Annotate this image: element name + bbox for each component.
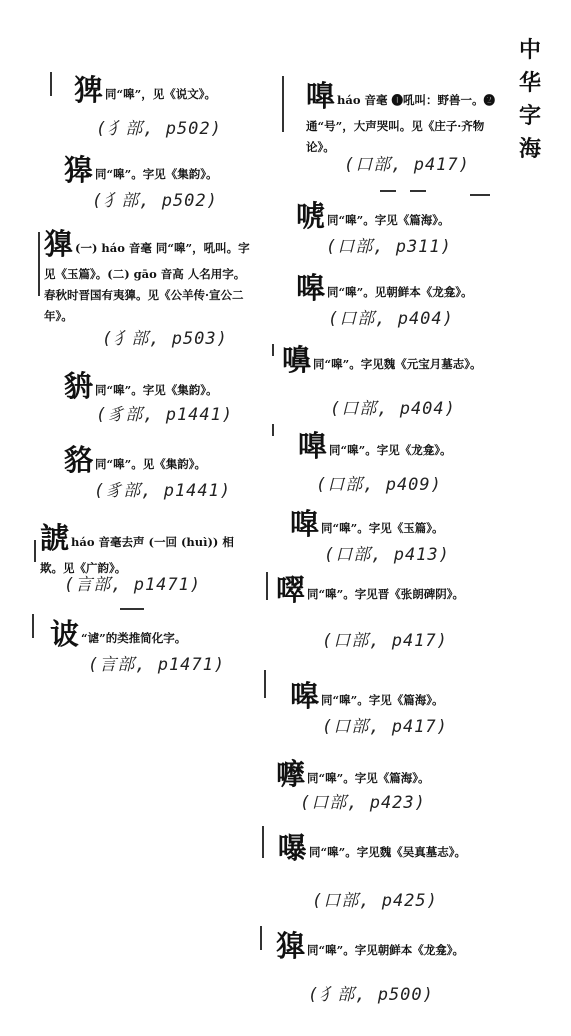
dictionary-entry — [50, 612, 250, 653]
title-char: 海 — [518, 136, 541, 162]
handwritten-note: (口部, p409) — [316, 475, 442, 495]
margin-bar — [34, 540, 36, 562]
definition: 同“嗥”。字见《篇海》。 — [321, 693, 444, 707]
headword: 嘷 — [306, 79, 336, 113]
definition: 同“嗥”。字见《集韵》。 — [95, 167, 218, 181]
definition: 同“嗥”。字见《集韵》。 — [95, 383, 218, 397]
headword: 嚗 — [278, 831, 308, 865]
handwritten-note: (犭部, p502) — [92, 191, 218, 211]
dictionary-entry — [74, 68, 254, 109]
margin-bar — [272, 424, 274, 436]
definition: 同“嗥”。字见朝鲜本《龙龛》。 — [307, 943, 464, 957]
handwritten-note: (口部, p417) — [322, 717, 448, 737]
definition: 同“嗥”。字见《龙龛》。 — [329, 443, 452, 457]
dictionary-entry — [44, 222, 254, 326]
definition: 同“嗥”。字见魏《元宝月墓志》。 — [313, 357, 482, 371]
headword: 諕 — [40, 521, 70, 555]
handwritten-note: (言部, p1471) — [64, 575, 202, 595]
dictionary-entry — [64, 438, 254, 479]
handwritten-note: (口部, p425) — [312, 891, 438, 911]
definition: 同“嗥”。字见《篇海》。 — [307, 771, 430, 785]
title-char: 华 — [518, 70, 541, 96]
handwritten-note: (豸部, p1441) — [96, 405, 234, 425]
headword: 噿 — [276, 573, 306, 607]
headword: 猈 — [74, 73, 104, 107]
handwritten-note: (言部, p1471) — [88, 655, 226, 675]
headword: 嚤 — [276, 757, 306, 791]
title-char: 中 — [518, 37, 541, 63]
margin-bar — [264, 670, 266, 698]
headword: 嗥 — [290, 679, 320, 713]
headword: 獔 — [276, 929, 306, 963]
handwritten-note: (口部, p417) — [322, 631, 448, 651]
headword: 貈 — [64, 369, 94, 403]
margin-bar — [32, 614, 34, 638]
headword: 诐 — [50, 617, 80, 651]
definition: 同“嗥”。字见《玉篇》。 — [321, 521, 444, 535]
handwritten-note: (口部, p417) — [344, 155, 470, 175]
handwritten-note: (豸部, p1441) — [94, 481, 232, 501]
definition: 同“嗥”。字见晋《张朗碑阴》。 — [307, 587, 464, 601]
margin-bar — [282, 76, 284, 132]
dictionary-entry — [306, 74, 502, 157]
margin-bar — [260, 926, 262, 950]
headword: 嘷 — [298, 429, 328, 463]
headword: 貉 — [64, 443, 94, 477]
dictionary-entry — [40, 516, 254, 578]
headword: 噑 — [290, 507, 320, 541]
headword: 唬 — [296, 199, 326, 233]
handwritten-note: (口部, p311) — [326, 237, 452, 257]
definition: háo 音毫去声 (一回 (huì)) 相欺。见《广韵》。 — [40, 535, 234, 575]
handwritten-note: (口部, p404) — [330, 399, 456, 419]
margin-bar — [50, 72, 52, 96]
dictionary-entry — [290, 674, 490, 715]
dictionary-entry — [64, 364, 254, 405]
dictionary-entry — [298, 424, 498, 465]
dictionary-entry — [296, 194, 496, 235]
dictionary-entry — [278, 826, 490, 867]
definition: (一) háo 音毫 同“嗥”，吼叫。字见《玉篇》。(二) gāo 音高 人名用字。春秋时晋国有夷獋。见《公羊传·宣公二年》。 — [44, 241, 250, 323]
divider-dash — [410, 190, 426, 192]
handwritten-note: (犭部, p502) — [96, 119, 222, 139]
dictionary-entry — [282, 338, 492, 379]
dictionary-entry — [276, 568, 490, 609]
definition: 同“嗥”，见《说文》。 — [105, 87, 216, 101]
divider-dash — [120, 608, 144, 610]
dictionary-entry — [290, 502, 490, 543]
handwritten-note: (口部, p413) — [324, 545, 450, 565]
definition: 同“嗥”。见《集韵》。 — [95, 457, 206, 471]
dictionary-entry — [296, 266, 496, 307]
handwritten-note: (犭部, p500) — [308, 985, 434, 1005]
dictionary-entry — [276, 752, 490, 793]
margin-bar — [272, 344, 274, 356]
dictionary-entry — [276, 924, 490, 965]
definition: 同“嗥”。字见魏《吴真墓志》。 — [309, 845, 466, 859]
divider-dash — [380, 190, 396, 192]
margin-bar — [266, 572, 268, 600]
book-title — [515, 34, 545, 166]
definition: “谑”的类推简化字。 — [81, 631, 187, 645]
definition: 同“嗥”。见朝鲜本《龙龛》。 — [327, 285, 473, 299]
definition: háo 音毫 ❶吼叫：野兽一。❷通“号”，大声哭叫。见《庄子·齐物论》。 — [306, 93, 496, 154]
headword: 嗥 — [296, 271, 326, 305]
handwritten-note: (口部, p404) — [328, 309, 454, 329]
handwritten-note: (犭部, p503) — [102, 329, 228, 349]
headword: 嚊 — [282, 343, 312, 377]
margin-bar — [262, 826, 264, 858]
title-char: 字 — [518, 103, 541, 129]
headword: 獆 — [64, 153, 94, 187]
dictionary-entry — [64, 148, 254, 189]
headword: 獋 — [44, 227, 74, 261]
handwritten-note: (口部, p423) — [300, 793, 426, 813]
margin-bar — [38, 232, 40, 296]
definition: 同“嗥”。字见《篇海》。 — [327, 213, 450, 227]
